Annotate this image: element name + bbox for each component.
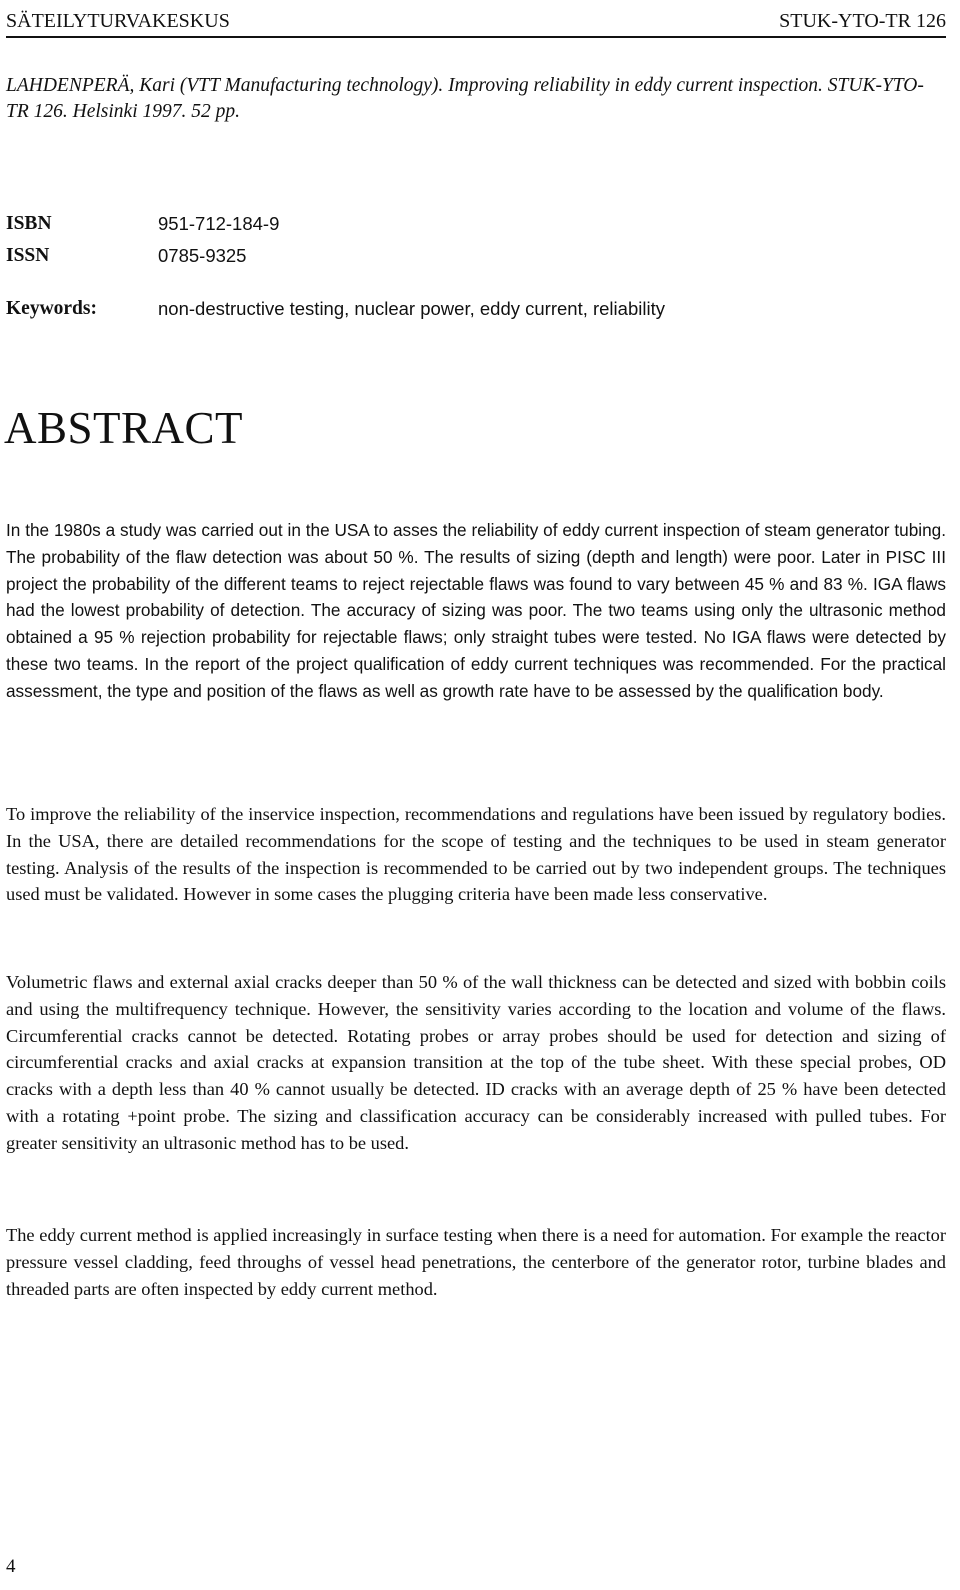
page-header bbox=[6, 6, 946, 38]
abstract-paragraph-1: In the 1980s a study was carried out in the USA to asses the reliability of eddy current inspection of steam generator tubing. The probability of the flaw detection was about 50 %. The results of sizing (depth and length) were poor. Later in PISC III project the probability of the different teams to reject rejectable flaws was found to vary between 45 % and 83 %. IGA flaws had the lowest probability of detection. The accuracy of sizing was poor. The two teams using only the ultrasonic method obtained a 95 % rejection probability for rejectable flaws; only straight tubes were tested. No IGA flaws were detected by these two teams. In the report of the project qualification of eddy current techniques was recommended. For the practical assessment, the type and position of the flaws as well as growth rate have to be assessed by the qualification body. bbox=[6, 520, 946, 701]
keywords-label: Keywords: bbox=[6, 298, 97, 319]
citation: LAHDENPERÄ, Kari (VTT Manufacturing technology). Improving reliability in eddy current inspection. STUK-YTO-TR 126. Helsinki 1997. 52 pp. bbox=[6, 75, 924, 122]
header-report-number: STUK-YTO-TR 126 bbox=[779, 9, 946, 32]
abstract-paragraph-3: Volumetric flaws and external axial cracks deeper than 50 % of the wall thickness can be detected and sized with bobbin coils and using the multifrequency technique. However, the sensitivity varies according to the location and volume of the flaws. Circumferential cracks cannot be detected. Rotating probes or array probes should be used for detection and sizing of circumferential cracks and axial cracks at expansion transition at the top of the tube sheet. With these special probes, OD cracks with a depth less than 40 % cannot usually be detected. ID cracks with an average depth of 25 % have been detected with a rotating +point probe. The sizing and classification accuracy can be considerably increased with pulled tubes. For greater sensitivity an ultrasonic method has to be used. bbox=[6, 972, 946, 1153]
abstract-paragraph-4: The eddy current method is applied increasingly in surface testing when there is a need for automation. For example the reactor pressure vessel cladding, feed throughs of vessel head penetrations, the centerbore of the generator rotor, turbine blades and threaded parts are often inspected by eddy current method. bbox=[6, 1225, 946, 1299]
header-organization: SÄTEILYTURVAKESKUS bbox=[6, 9, 230, 32]
abstract-heading: ABSTRACT bbox=[4, 403, 244, 453]
keywords-value: non-destructive testing, nuclear power, eddy current, reliability bbox=[158, 298, 665, 319]
isbn-label: ISBN bbox=[6, 213, 52, 234]
page-number: 4 bbox=[6, 1556, 16, 1577]
abstract-paragraph-2: To improve the reliability of the inservice inspection, recommendations and regulations have been issued by regulatory bodies. In the USA, there are detailed recommendations for the scope of testing and the techniques to be used in steam generator testing. Analysis of the results of the inspection is recommended to be carried out by two independent groups. The techniques used must be validated. However in some cases the plugging criteria have been made less conservative. bbox=[6, 804, 946, 905]
issn-value: 0785-9325 bbox=[158, 245, 247, 266]
issn-label: ISSN bbox=[6, 245, 50, 266]
isbn-value: 951-712-184-9 bbox=[158, 213, 280, 234]
